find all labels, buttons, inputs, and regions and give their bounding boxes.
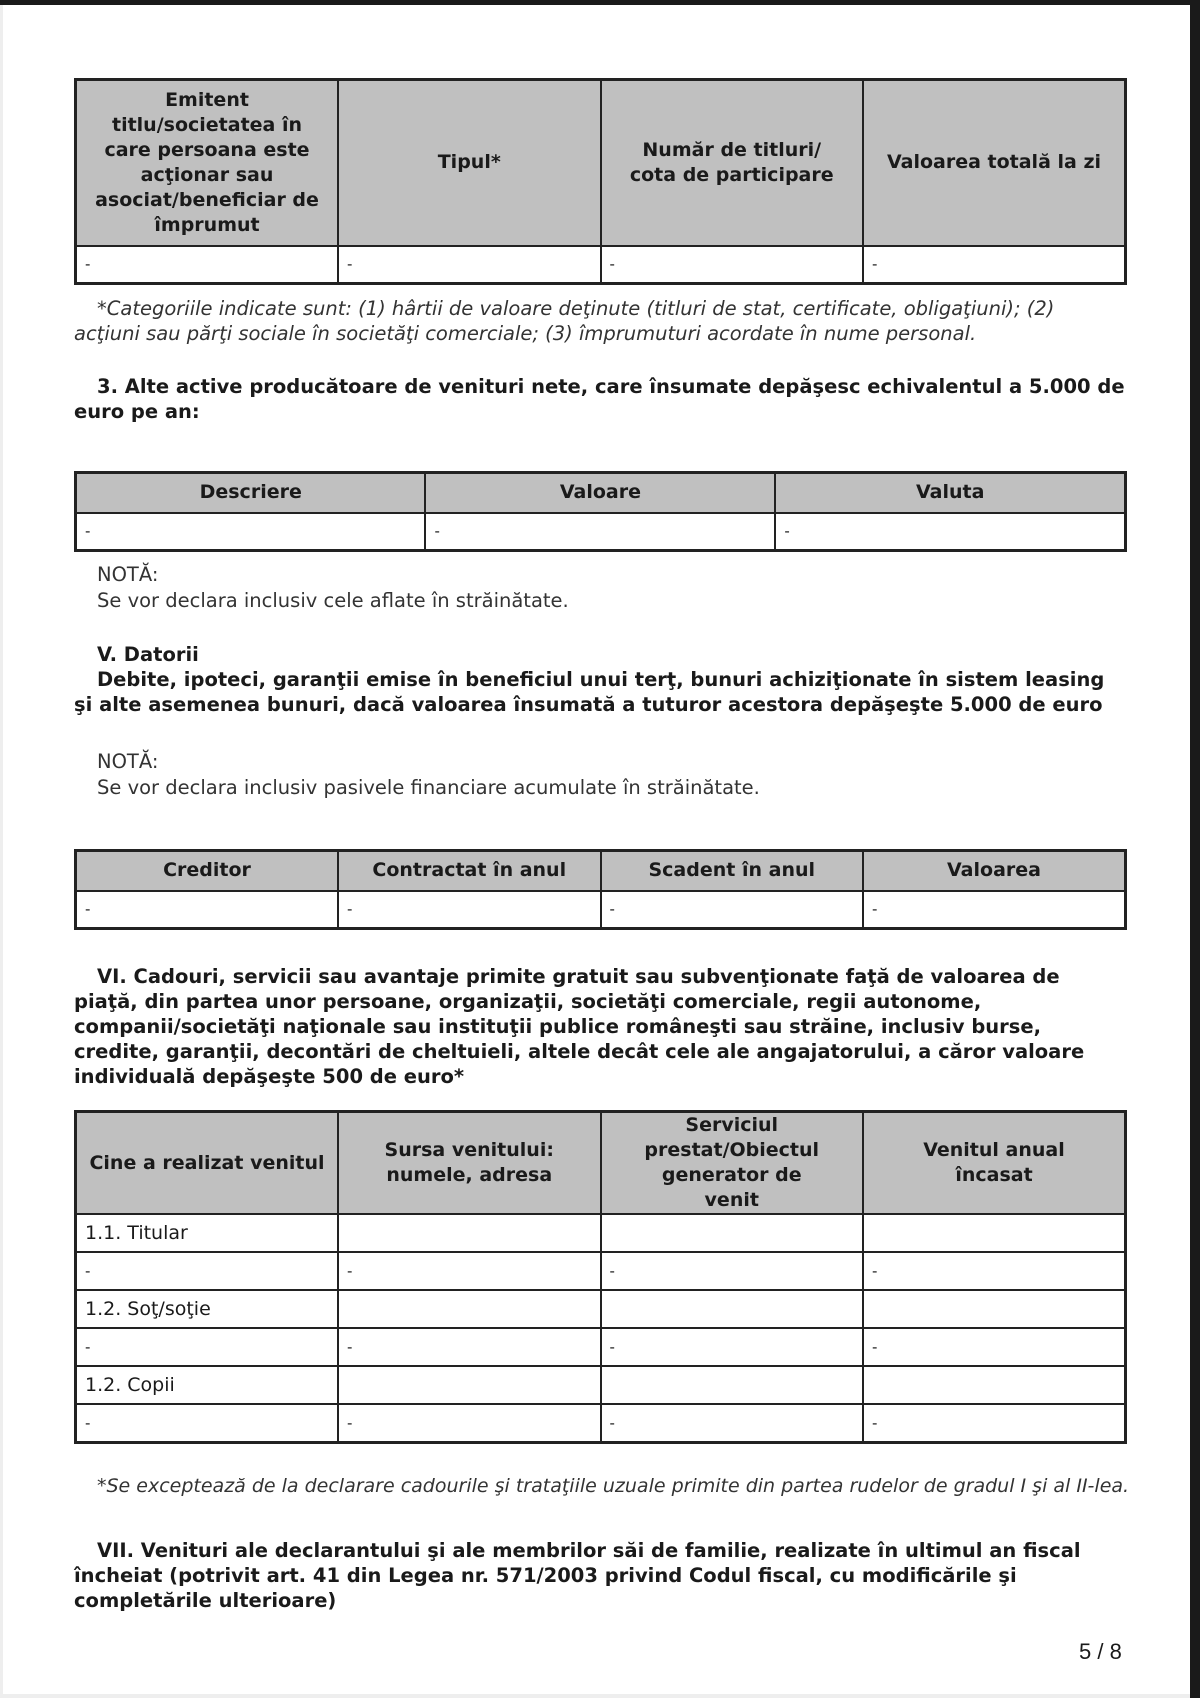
table-row-copii xyxy=(76,1366,1126,1404)
column-header-scadent: Scadent în anul xyxy=(601,851,864,891)
column-header-tipul: Tipul* xyxy=(338,80,601,246)
column-header-valoare: Valoare xyxy=(425,473,775,513)
table-cell: - xyxy=(601,246,864,284)
section-5-note-text: Se vor declara inclusiv pasivele financiare acumulate în străinătate. xyxy=(97,776,760,799)
gifts-table xyxy=(74,1110,1127,1444)
table-header-row xyxy=(76,80,1126,246)
column-header-venitul: Venitul anual încasat xyxy=(863,1112,1126,1215)
column-header-serviciul: Serviciul prestat/Obiectul generator de venit xyxy=(601,1112,864,1215)
table-cell: - xyxy=(425,513,775,551)
table-cell: - xyxy=(775,513,1125,551)
document-page xyxy=(0,5,1190,1698)
table-cell: - xyxy=(601,1404,864,1442)
section-3-title: 3. Alte active producătoare de venituri nete, care însumate depăşesc echivalentul a 5.000 de euro pe an: xyxy=(74,375,1125,423)
table-cell: 1.1. Titular xyxy=(76,1214,339,1252)
column-header-valoarea: Valoarea xyxy=(863,851,1126,891)
table-cell xyxy=(863,1366,1126,1404)
table-cell xyxy=(863,1290,1126,1328)
table-cell: - xyxy=(76,1328,339,1366)
table-cell: - xyxy=(76,246,339,284)
column-header-contractat: Contractat în anul xyxy=(338,851,601,891)
table-cell: - xyxy=(863,1252,1126,1290)
table-cell: - xyxy=(338,1328,601,1366)
table-cell: - xyxy=(863,1404,1126,1442)
table-cell xyxy=(338,1366,601,1404)
table-row xyxy=(76,891,1126,929)
table-header-row xyxy=(76,851,1126,891)
column-header-descriere: Descriere xyxy=(76,473,426,513)
categories-footnote: *Categoriile indicate sunt: (1) hârtii de valoare deţinute (titluri de stat, certificate, obligaţiuni); (2) acţiuni sau părţi sociale în societăţi comerciale; (3) împrumuturi acordate în nume personal. xyxy=(74,297,1055,345)
table-cell: - xyxy=(76,1252,339,1290)
column-header-emitent: Emitent titlu/societatea în care persoana este acţionar sau asociat/beneficiar de împrumut xyxy=(76,80,339,246)
table-cell xyxy=(338,1290,601,1328)
section-6-title: VI. Cadouri, servicii sau avantaje primite gratuit sau subvenţionate faţă de valoarea de piaţă, din partea unor persoane, organizaţii, societăţi comerciale, regii autonome, companii/societăţi naţionale sau instituţii publice româneşti sau străine, inclusiv burse, credite, garanţii, decontări de cheltuieli, altele decât cele ale angajatorului, a căror valoare individuală depăşeşte 500 de euro* xyxy=(74,965,1085,1088)
debts-table xyxy=(74,849,1127,930)
table-cell: - xyxy=(338,1404,601,1442)
column-header-numar-titluri: Număr de titluri/ cota de participare xyxy=(601,80,864,246)
table-cell: 1.2. Soţ/soţie xyxy=(76,1290,339,1328)
column-header-sursa: Sursa venitului: numele, adresa xyxy=(338,1112,601,1215)
securities-table xyxy=(74,78,1127,285)
table-row xyxy=(76,1404,1126,1442)
gifts-footnote: *Se exceptează de la declarare cadourile şi trataţiile uzuale primite din partea rudelor de gradul I şi al II-lea. xyxy=(97,1475,1130,1497)
section-5-note-label: NOTĂ: xyxy=(97,750,159,773)
other-assets-table xyxy=(74,471,1127,552)
table-cell: - xyxy=(76,513,426,551)
table-row-titular xyxy=(76,1214,1126,1252)
section-3-note-text: Se vor declara inclusiv cele aflate în străinătate. xyxy=(97,589,569,612)
table-cell: - xyxy=(601,1252,864,1290)
table-cell: - xyxy=(601,1328,864,1366)
table-cell xyxy=(601,1290,864,1328)
table-cell xyxy=(863,1214,1126,1252)
table-cell xyxy=(601,1366,864,1404)
table-cell: - xyxy=(76,891,339,929)
table-header-row xyxy=(76,473,1126,513)
table-cell xyxy=(338,1214,601,1252)
table-row xyxy=(76,246,1126,284)
table-header-row xyxy=(76,1112,1126,1215)
table-cell: - xyxy=(863,246,1126,284)
table-row xyxy=(76,1328,1126,1366)
table-cell: - xyxy=(338,246,601,284)
table-row-sot-sotie xyxy=(76,1290,1126,1328)
section-7-title: VII. Venituri ale declarantului şi ale membrilor săi de familie, realizate în ultimul an fiscal încheiat (potrivit art. 41 din Legea nr. 571/2003 privind Codul fiscal, cu modificările şi completările ulterioare) xyxy=(74,1539,1081,1612)
column-header-valuta: Valuta xyxy=(775,473,1125,513)
column-header-creditor: Creditor xyxy=(76,851,339,891)
table-cell xyxy=(601,1214,864,1252)
section-5-subtitle: Debite, ipoteci, garanţii emise în beneficiul unui terţ, bunuri achiziţionate în sistem leasing şi alte asemenea bunuri, dacă valoarea însumată a tuturor acestora depăşeşte 5.000 de euro xyxy=(74,668,1105,716)
column-header-valoarea-totala: Valoarea totală la zi xyxy=(863,80,1126,246)
table-cell: - xyxy=(76,1404,339,1442)
table-row xyxy=(76,1252,1126,1290)
table-cell: - xyxy=(863,1328,1126,1366)
table-cell: - xyxy=(338,1252,601,1290)
column-header-cine: Cine a realizat venitul xyxy=(76,1112,339,1215)
section-5-title: V. Datorii xyxy=(97,643,199,666)
table-cell: - xyxy=(338,891,601,929)
section-3-note-label: NOTĂ: xyxy=(97,563,159,586)
table-cell: - xyxy=(601,891,864,929)
table-cell: - xyxy=(863,891,1126,929)
table-row xyxy=(76,513,1126,551)
page-indicator: 5 / 8 xyxy=(1079,1639,1122,1664)
table-cell: 1.2. Copii xyxy=(76,1366,339,1404)
